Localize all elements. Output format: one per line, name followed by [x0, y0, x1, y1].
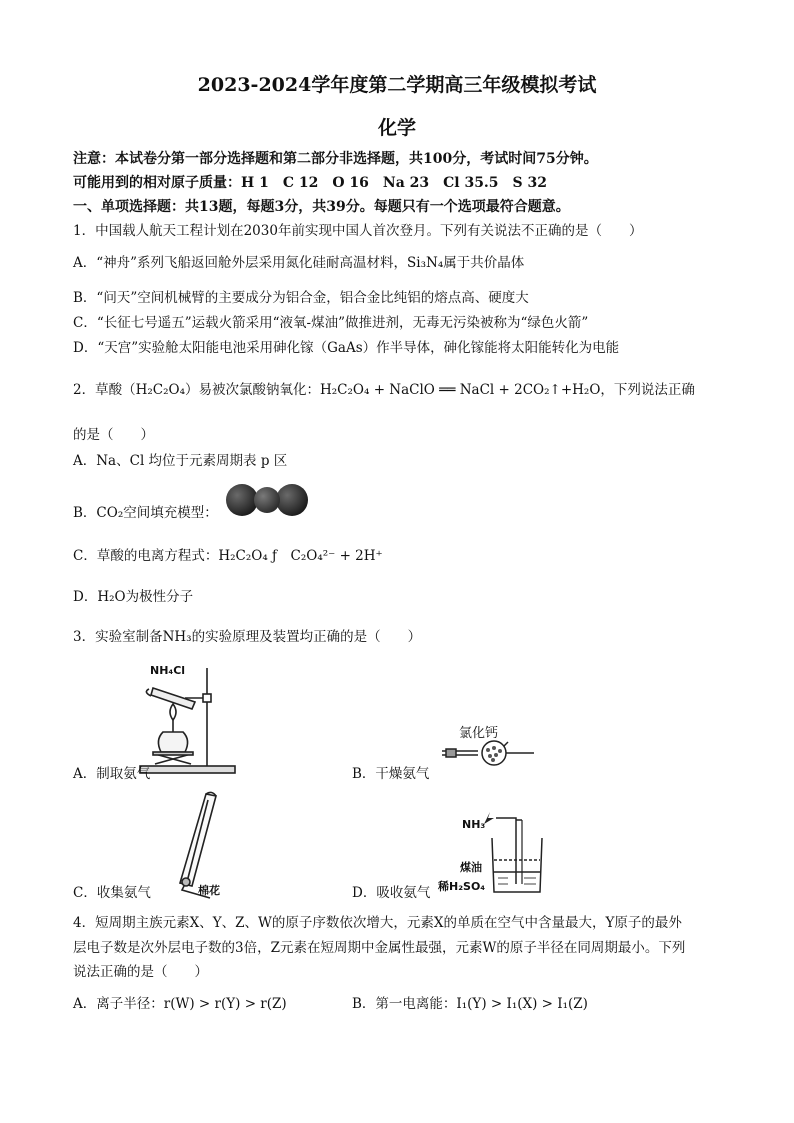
subject-title: 化学: [377, 117, 416, 139]
q4-stem-line2: 层电子数是次外层电子数的3倍，Z元素在短周期中金属性最强，元素W的原子半径在同周期最小。下列: [73, 940, 686, 956]
notice-line: 注意：本试卷分第一部分选择题和第二部分非选择题，共100分，考试时间75分钟。: [73, 151, 598, 167]
fig-b-drying-tube: [438, 740, 538, 770]
q2-option-c: C．草酸的电离方程式：H₂C₂O₄ ƒ C₂O₄²⁻ + 2H⁺: [73, 548, 383, 564]
q3-option-c: C．收集氨气: [73, 885, 151, 901]
fig-c-label: 棉花: [198, 884, 220, 897]
q3-option-d: D．吸收氨气: [352, 885, 431, 901]
section-heading: 一、单项选择题：共13题，每题3分，共39分。每题只有一个选项最符合题意。: [73, 199, 570, 215]
q3-option-a: A．制取氨气: [73, 766, 151, 782]
q4-option-a: A．离子半径：r(W) > r(Y) > r(Z): [73, 996, 287, 1012]
q1-option-d: D．“天宫”实验舱太阳能电池采用砷化镓（GaAs）作半导体，砷化镓能将太阳能转化为电能: [73, 340, 620, 356]
q2-option-d: D．H₂O为极性分子: [73, 589, 194, 605]
q2-stem-cont: 的是（ ）: [73, 427, 154, 443]
q1-option-c: C．“长征七号遥五”运载火箭采用“液氧-煤油”做推进剂，无毒无污染被称为“绿色火箭”: [73, 315, 589, 331]
q2-option-b: B．CO₂空间填充模型：: [73, 505, 218, 521]
q3-option-b: B．干燥氨气: [352, 766, 430, 782]
fig-a-heating-apparatus: [125, 662, 245, 777]
co2-space-filling-model: [226, 480, 310, 520]
q1-option-a: A．“神舟”系列飞船返回舱外层采用氮化硅耐高温材料，Si₃N₄属于共价晶体: [73, 255, 525, 271]
fig-d-oil-label: 煤油: [460, 861, 482, 874]
q2-option-a: A．Na、Cl 均位于元素周期表 p 区: [73, 453, 288, 469]
fig-d-absorption-beaker: [488, 816, 548, 896]
q4-stem-line3: 说法正确的是（ ）: [73, 964, 208, 980]
q3-stem: 3．实验室制备NH₃的实验原理及装置均正确的是（ ）: [73, 629, 422, 645]
q2-stem: 2．草酸（H₂C₂O₄）易被次氯酸钠氧化：H₂C₂O₄ + NaClO ══ NaCl + 2CO₂↑+H₂O，下列说法正确: [73, 382, 695, 398]
q1-option-b: B．“问天”空间机械臂的主要成分为铝合金，铝合金比纯铝的熔点高、硬度大: [73, 290, 529, 306]
fig-a-label: NH₄Cl: [150, 664, 186, 677]
atomic-mass-line: 可能用到的相对原子质量：H 1 C 12 O 16 Na 23 Cl 35.5 S 32: [73, 175, 548, 191]
fig-b-label: 氯化钙: [459, 726, 499, 741]
exam-title: 2023-2024学年度第二学期高三年级模拟考试: [197, 74, 597, 96]
fig-d-acid-label: 稀H₂SO₄: [438, 880, 486, 893]
fig-d-nh3-label: NH₃: [462, 818, 486, 831]
q4-stem-line1: 4．短周期主族元素X、Y、Z、W的原子序数依次增大，元素X的单质在空气中含量最大，Y原子的最外: [73, 915, 682, 931]
q4-option-b: B．第一电离能：I₁(Y) > I₁(X) > I₁(Z): [352, 996, 588, 1012]
q1-stem: 1．中国载人航天工程计划在2030年前实现中国人首次登月。下列有关说法不正确的是（ ）: [73, 223, 643, 239]
